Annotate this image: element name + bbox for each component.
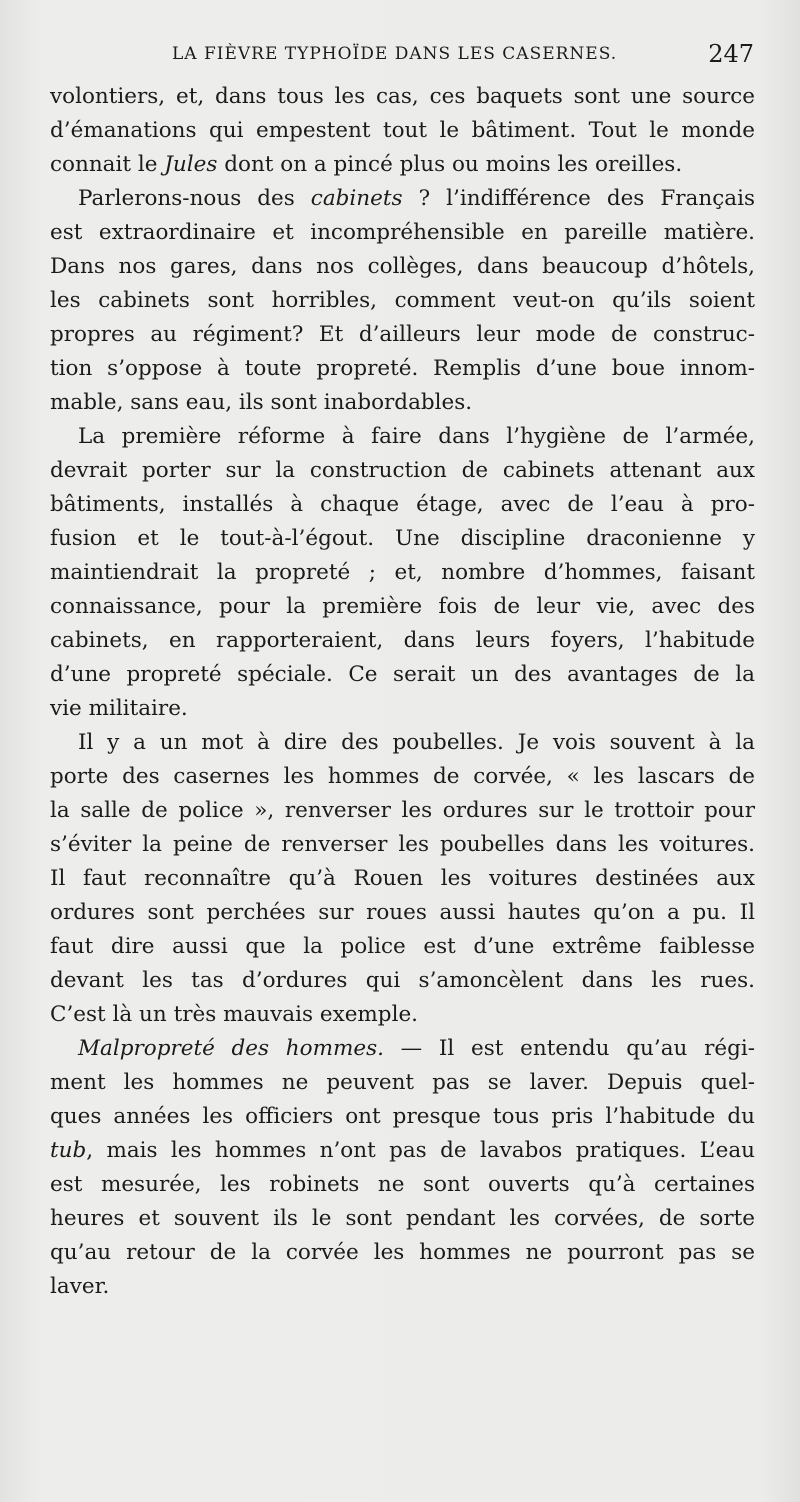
text-line: ques années les officiers ont presque tous pris l’habitude du (50, 1104, 755, 1129)
text-line: d’une propreté spéciale. Ce serait un des avantages de la (50, 662, 755, 687)
italic-text: Jules (164, 152, 218, 177)
page-number: 247 (708, 40, 754, 68)
text-line: la salle de police », renverser les ordures sur le trottoir pour (50, 798, 755, 823)
text-run: , mais les hommes n’ont pas de lavabos pratiques. L’eau (86, 1138, 755, 1163)
text-line (50, 1032, 755, 1066)
text-line: volontiers, et, dans tous les cas, ces baquets sont une source (50, 84, 755, 109)
text-line: heures et souvent ils le sont pendant les corvées, de sorte (50, 1206, 755, 1231)
text-line: Il y a un mot à dire des poubelles. Je vois souvent à la (78, 730, 755, 755)
text-line: maintiendrait la propreté ; et, nombre d’hommes, faisant (50, 560, 755, 585)
text-line (50, 148, 755, 182)
text-line: tion s’oppose à toute propreté. Remplis d’une boue innom- (50, 356, 755, 381)
running-head-title: LA FIÈVRE TYPHOÏDE DANS LES CASERNES. (172, 44, 618, 64)
text-line: qu’au retour de la corvée les hommes ne pourront pas se (50, 1240, 755, 1265)
text-line: est mesurée, les robinets ne sont ouverts qu’à certaines (50, 1172, 755, 1197)
text-run: Parlerons-nous des (78, 186, 311, 211)
text-line (50, 182, 755, 216)
text-line: ordures sont perchées sur roues aussi hautes qu’on a pu. Il (50, 900, 755, 925)
text-line: La première réforme à faire dans l’hygiène de l’armée, (78, 424, 755, 449)
text-line: d’émanations qui empestent tout le bâtiment. Tout le monde (50, 118, 755, 143)
text-line: porte des casernes les hommes de corvée, « les lascars de (50, 764, 755, 789)
text-line: devant les tas d’ordures qui s’amoncèlent dans les rues. (50, 968, 755, 993)
text-line: laver. (50, 1274, 110, 1299)
text-run: — Il est entendu qu’au régi- (383, 1036, 755, 1061)
text-line: Dans nos gares, dans nos collèges, dans beaucoup d’hôtels, (50, 254, 755, 279)
text-line: cabinets, en rapporteraient, dans leurs foyers, l’habitude (50, 628, 755, 653)
text-line: est extraordinaire et incompréhensible en pareille matière. (50, 220, 755, 245)
text-line: Il faut reconnaître qu’à Rouen les voitures destinées aux (50, 866, 755, 891)
body-text (50, 80, 755, 1304)
text-line: mable, sans eau, ils sont inabordables. (50, 390, 473, 415)
text-run: ? l’indifférence des Français (402, 186, 755, 211)
italic-text: Malpropreté des hommes. (78, 1036, 384, 1061)
text-line: C’est là un très mauvais exemple. (50, 1002, 418, 1027)
text-line: propres au régiment? Et d’ailleurs leur mode de construc- (50, 322, 755, 347)
italic-text: cabinets (310, 186, 403, 211)
text-run: connait le (50, 152, 165, 177)
text-line: s’éviter la peine de renverser les poubelles dans les voitures. (50, 832, 755, 857)
text-line: ment les hommes ne peuvent pas se laver. Depuis quel- (50, 1070, 755, 1095)
text-line: connaissance, pour la première fois de leur vie, avec des (50, 594, 755, 619)
text-line: les cabinets sont horribles, comment veut-on qu’ils soient (50, 288, 755, 313)
text-line: faut dire aussi que la police est d’une extrême faiblesse (50, 934, 755, 959)
text-line: devrait porter sur la construction de cabinets attenant aux (50, 458, 755, 483)
text-line (50, 1134, 755, 1168)
text-line: bâtiments, installés à chaque étage, avec de l’eau à pro- (50, 492, 755, 517)
text-run: dont on a pincé plus ou moins les oreilles. (217, 152, 683, 177)
text-line: vie militaire. (50, 696, 188, 721)
text-line: fusion et le tout-à-l’égout. Une discipline draconienne y (50, 526, 755, 551)
italic-text: tub (50, 1138, 87, 1163)
